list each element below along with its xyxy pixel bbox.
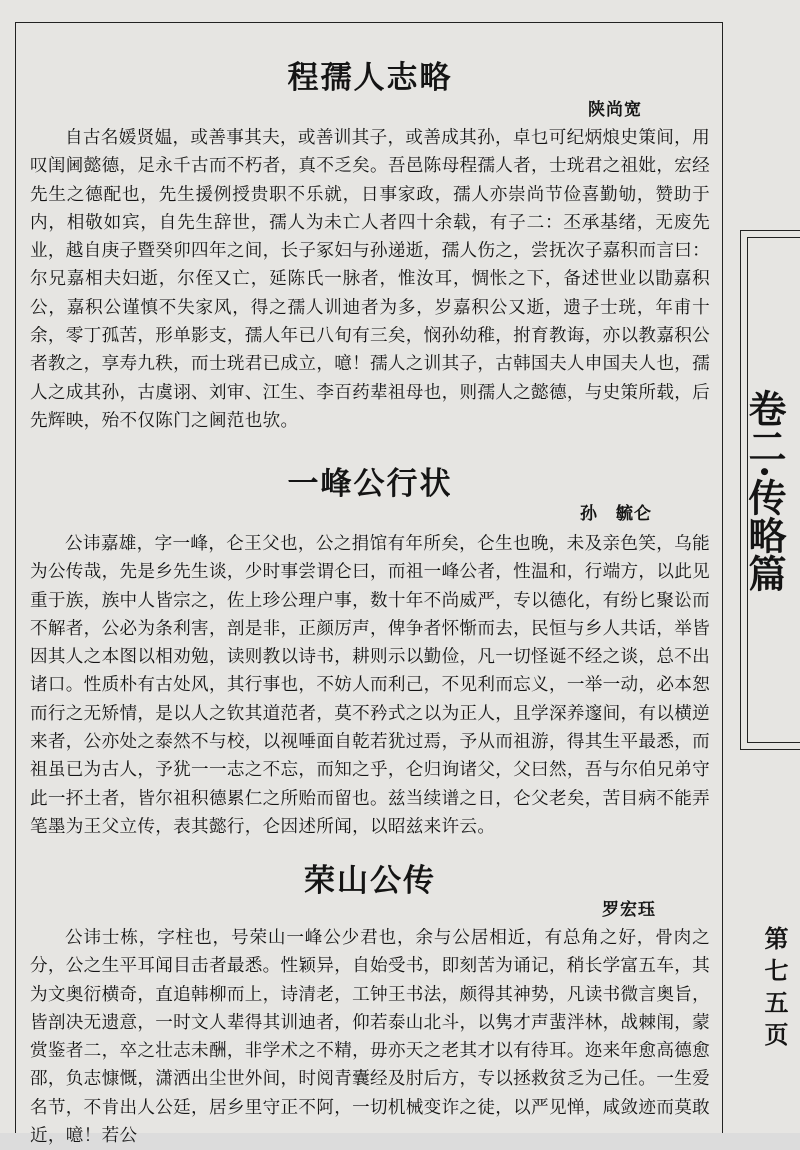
article-body: 公讳嘉雄，字一峰，仑王父也，公之捐馆有年所矣，仑生也晚，未及亲色笑，乌能为公传哉，先是乡先生谈，少时事尝谓仑曰，而祖一峰公者，性温和，行端方，以此见重于族，族中人皆宗之，佐上珍公理户事，数十年不尚威严，专以德化，有纷匕聚讼而不解者，公必为条利害，剖是非，正颜厉声，俾争者怀惭而去，民恒与乡人共话，举皆因其人之本图以相劝勉，读则教以诗书，耕则示以勤俭，凡一切怪诞不经之谈，总不出诸口。性质朴有古处风，其行事也，不妨人而利己，不见利而忘义，一举一动，必本恕而行之无矫情，是以人之钦其道范者，莫不矜式之以为正人，且学深养邃间，有以横逆来者，公亦处之泰然不与校，以视唾面自乾若犹过焉，予从而祖游，得其生平最悉，而祖虽已为古人，予犹一一志之不忘，而知之乎，仑归询诸父，父曰然，吾与尔伯兄弟守此一抔土者，皆尔祖积德累仁之所贻而留也。兹当续谱之日，仑父老矣，苦目病不能弄笔墨为王父立传，表其懿行，仑因述所闻，以昭兹来许云。: [30, 534, 710, 837]
article-body: 自古名媛贤媪，或善事其夫，或善训其子，或善成其孙，卓乜可纪炳烺史策间，用叹闺阃懿德，足永千古而不朽者，真不乏矣。吾邑陈母程孺人者，士珖君之祖妣，宏经先生之德配也，先生援例授贵职不乐就，日事家政，孺人亦崇尚节俭喜勤劬，赞助于内，相敬如宾，自先生辞世，孺人为未亡人者四十余载，有子二：丕承基绪，无废先业，越自庚子暨癸卯四年之间，长子冢妇与孙递逝，孺人伤之，尝抚次子嘉积而言曰：尔兄嘉相夫妇逝，尔侄又亡，延陈氏一脉者，惟汝耳，惆怅之下，备述世业以勖嘉积公，嘉积公谨慎不失家风，得之孺人训迪者为多，岁嘉积公又逝，遗子士珖，年甫十余，零丁孤苦，形单影支，孺人年已八旬有三矣，悯孙幼稚，拊育教诲，亦以教嘉积公者教之，享寿九秩，而士珖君已成立，噫！孺人之训其子，古韩国夫人申国夫人也，孺人之成其孙，古虞诩、刘审、江生、李百药辈祖母也，则孺人之懿德，与史策所载，后先辉映，殆不仅陈门之阃范也欤。: [30, 128, 710, 431]
article-author: 孙 毓仑: [580, 504, 652, 524]
chapter-label: 卷二·传略篇: [742, 389, 787, 593]
article-yifeng-gong: [30, 458, 710, 503]
page-number: 第七五页: [760, 926, 789, 1054]
article-body: 公讳士栋，字柱也，号荣山一峰公少君也，余与公居相近，有总角之好，骨肉之分，公之生平耳闻目击者最悉。性颖异，自始受书，即刻苦为诵记，稍长学富五车，其为文奥衍横奇，直追韩柳而上，诗清老，工钟王书法，颇得其神势，凡读书微言奥旨，皆剖决无遗意，一时文人辈得其训迪者，仰若泰山北斗，以隽才声蜚泮林，战棘闱，蒙赏鉴者二，卒之壮志未酬，非学术之不精，毋亦天之老其才以有待耳。迩来年愈高德愈邵，负志慷慨，潇洒出尘世外间，时阅青囊经及肘后方，专以拯救贫乏为己任。一生爱名节，不肯出人公廷，居乡里守正不阿，一切机械变诈之徒，以严见惮，咸敛迹而莫敢近，噫！若公: [30, 928, 710, 1147]
article-rongshan-gong: [30, 855, 710, 900]
article-body-container: [30, 924, 710, 1150]
article-author: 罗宏珏: [602, 900, 656, 920]
article-title: 一峰公行状: [287, 466, 453, 502]
article-body-container: [30, 530, 710, 841]
chapter-side-tab: [740, 230, 800, 750]
article-cheng-ruren: [30, 52, 710, 97]
article-body-container: [30, 124, 710, 435]
article-author: 陕尚宽: [588, 100, 642, 120]
article-title: 程孺人志略: [287, 60, 453, 96]
article-title: 荣山公传: [304, 863, 436, 899]
